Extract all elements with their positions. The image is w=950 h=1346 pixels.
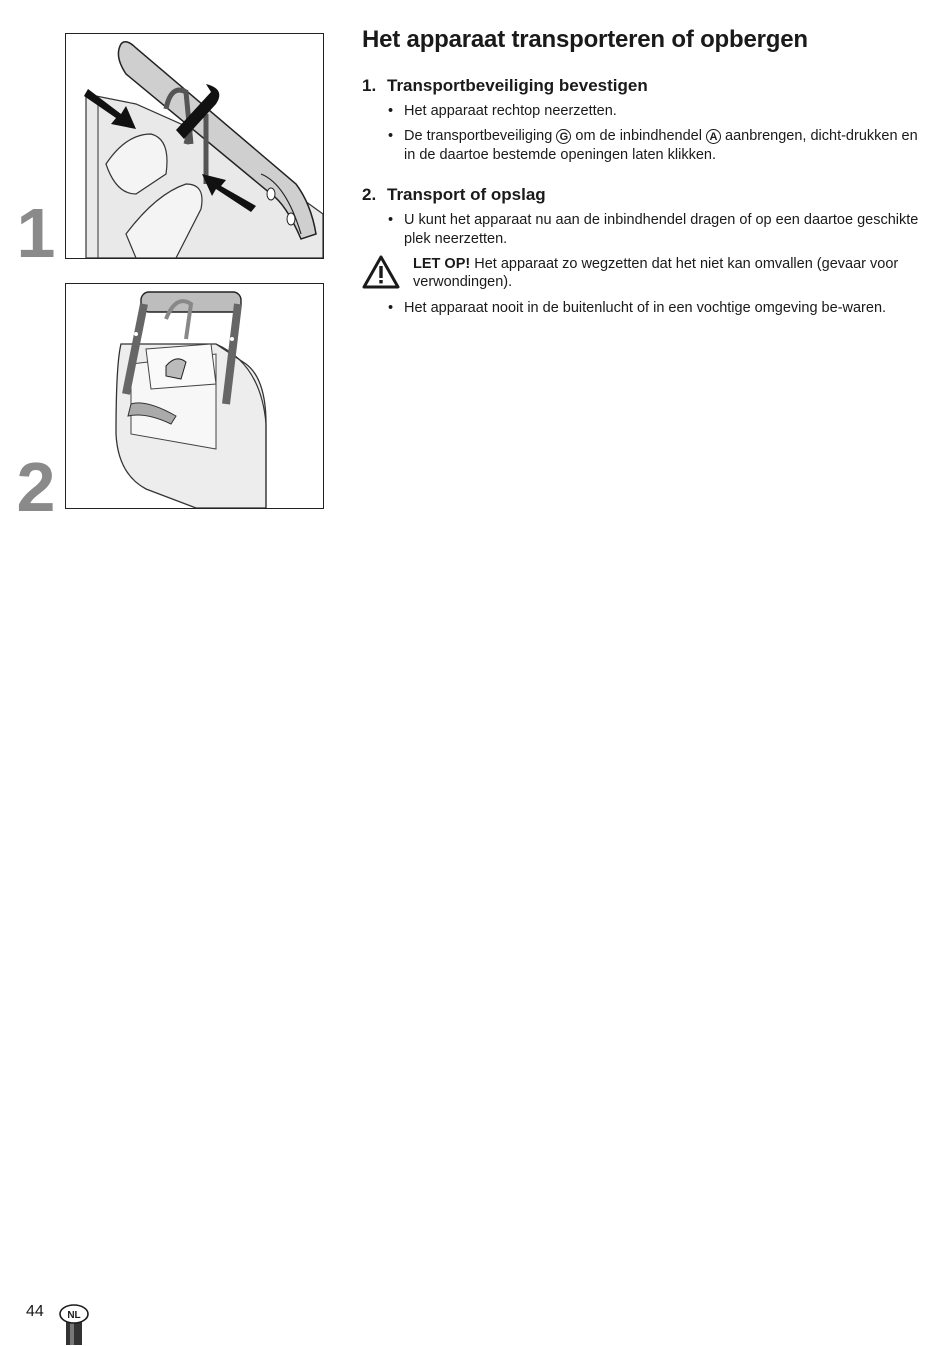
instruction-item: • U kunt het apparaat nu aan de inbindhendel dragen of op een daartoe geschikte plek neerzetten. [362, 211, 922, 249]
language-code: NL [67, 1310, 81, 1321]
language-badge-icon [58, 1303, 90, 1345]
instruction-item: • Het apparaat nooit in de buitenlucht of in een vochtige omgeving be-waren. [362, 299, 922, 318]
carry-by-handle-illustration [66, 284, 323, 508]
warning-text: Het apparaat zo wegzetten dat het niet kan omvallen (gevaar voor verwondingen). [413, 256, 899, 290]
transport-lock-attach-illustration [66, 34, 323, 258]
section-number: 1. [362, 76, 377, 95]
section-number: 2. [362, 185, 377, 204]
warning-triangle-icon [362, 255, 400, 289]
figure-number-2: 2 [16, 448, 56, 526]
section-heading-text: Transport of opslag [387, 185, 546, 204]
reference-marker-g: G [556, 129, 571, 144]
instruction-list [362, 211, 922, 249]
warning-label: LET OP! [413, 256, 471, 272]
figure-1-illustration [65, 33, 324, 259]
figure-number-1: 1 [16, 194, 56, 272]
page-title: Het apparaat transporteren of opbergen [362, 26, 808, 53]
section-transport-storage [362, 185, 922, 324]
instruction-list [362, 299, 922, 318]
section-heading [362, 185, 922, 205]
instruction-text: De transportbeveiliging [404, 128, 553, 144]
instruction-item: • Het apparaat rechtop neerzetten. [362, 102, 922, 121]
reference-marker-a: A [706, 129, 721, 144]
instruction-text: aanbrengen, dicht-drukken en in de daartoe bestemde openingen laten klikken. [404, 128, 918, 163]
warning-notice [362, 255, 922, 291]
instruction-list [362, 102, 922, 165]
figure-2-illustration [65, 283, 324, 509]
instruction-item [362, 127, 922, 165]
section-transport-lock [362, 76, 922, 171]
page-number: 44 [26, 1303, 44, 1320]
section-heading [362, 76, 922, 96]
instruction-text: om de inbindhendel [575, 128, 702, 144]
section-heading-text: Transportbeveiliging bevestigen [387, 76, 648, 95]
